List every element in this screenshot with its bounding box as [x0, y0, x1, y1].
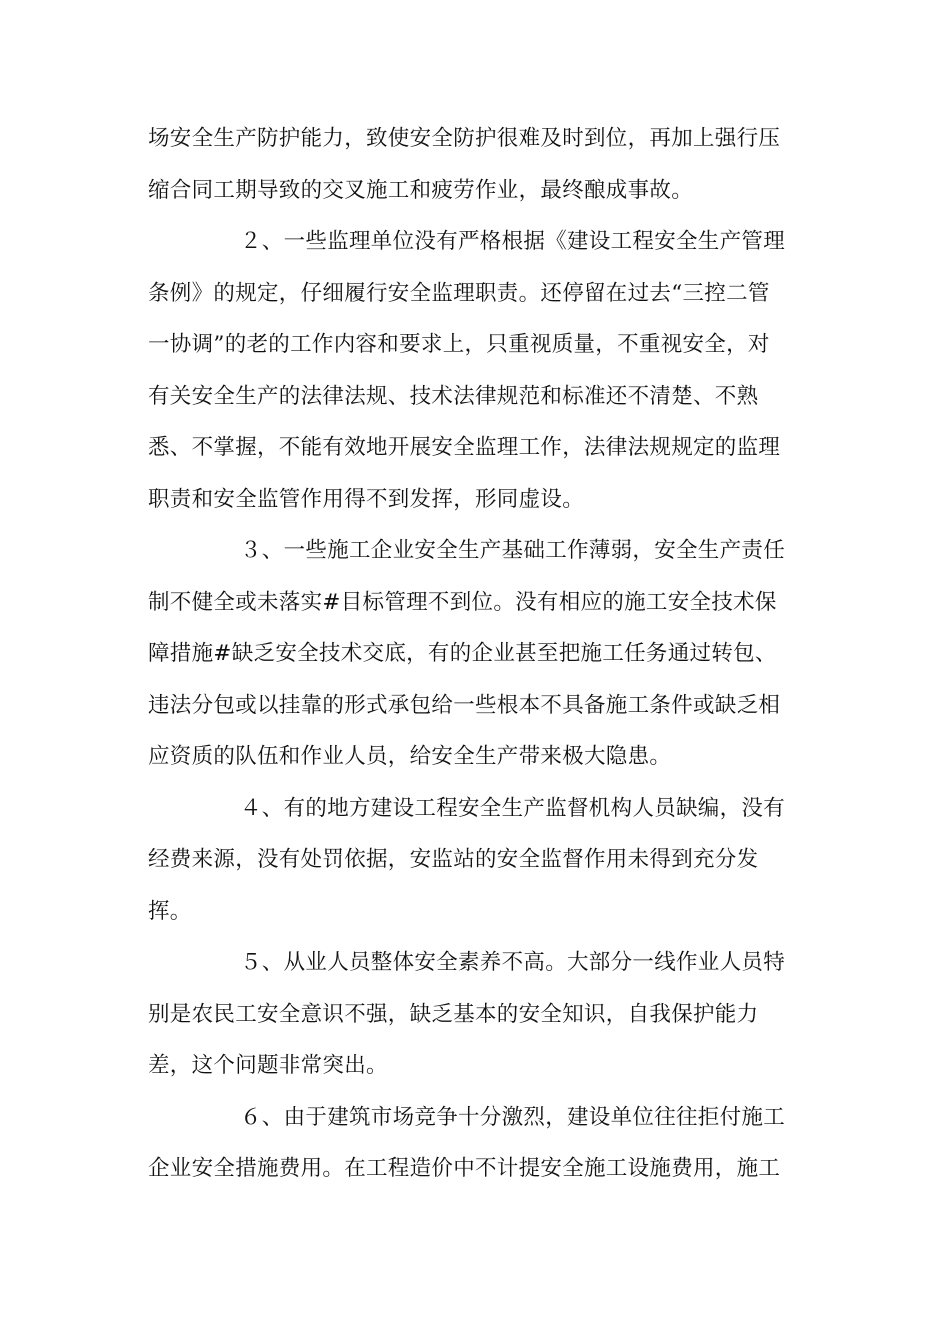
text-line: 差，这个问题非常突出。	[148, 1053, 388, 1078]
text-line: ４、有的地方建设工程安全生产监督机构人员缺编，没有	[240, 796, 786, 821]
text-line: 障措施#缺乏安全技术交底，有的企业甚至把施工任务通过转包、	[148, 641, 777, 666]
text-line: 应资质的队伍和作业人员，给安全生产带来极大隐患。	[148, 744, 672, 769]
text-line: 经费来源，没有处罚依据，安监站的安全监督作用未得到充分发	[148, 847, 759, 872]
text-line: ２、一些监理单位没有严格根据《建设工程安全生产管理	[240, 229, 786, 254]
text-line: 条例》的规定，仔细履行安全监理职责。还停留在过去“三控二管	[148, 281, 770, 306]
text-line: 别是农民工安全意识不强，缺乏基本的安全知识，自我保护能力	[148, 1002, 759, 1027]
text-line: 场安全生产防护能力，致使安全防护很难及时到位，再加上强行压	[148, 126, 781, 151]
text-line: 有关安全生产的法律法规、技术法律规范和标准还不清楚、不熟	[148, 384, 759, 409]
text-line: ３、一些施工企业安全生产基础工作薄弱，安全生产责任	[240, 538, 786, 563]
text-line: 挥。	[148, 899, 192, 924]
text-line: 一协调”的老的工作内容和要求上，只重视质量，不重视安全，对	[148, 332, 770, 357]
text-line: ５、从业人员整体安全素养不高。大部分一线作业人员特	[240, 950, 786, 975]
text-line: 悉、不掌握，不能有效地开展安全监理工作，法律法规规定的监理	[148, 435, 781, 460]
text-line: 缩合同工期导致的交叉施工和疲劳作业，最终酿成事故。	[148, 178, 694, 203]
text-line: 违法分包或以挂靠的形式承包给一些根本不具备施工条件或缺乏相	[148, 693, 781, 718]
text-line: 制不健全或未落实#目标管理不到位。没有相应的施工安全技术保	[148, 590, 777, 615]
text-line: ６、由于建筑市场竞争十分激烈，建设单位往往拒付施工	[240, 1105, 786, 1130]
text-line: 职责和安全监管作用得不到发挥，形同虚设。	[148, 487, 585, 512]
text-line: 企业安全措施费用。在工程造价中不计提安全施工设施费用，施工	[148, 1156, 781, 1181]
